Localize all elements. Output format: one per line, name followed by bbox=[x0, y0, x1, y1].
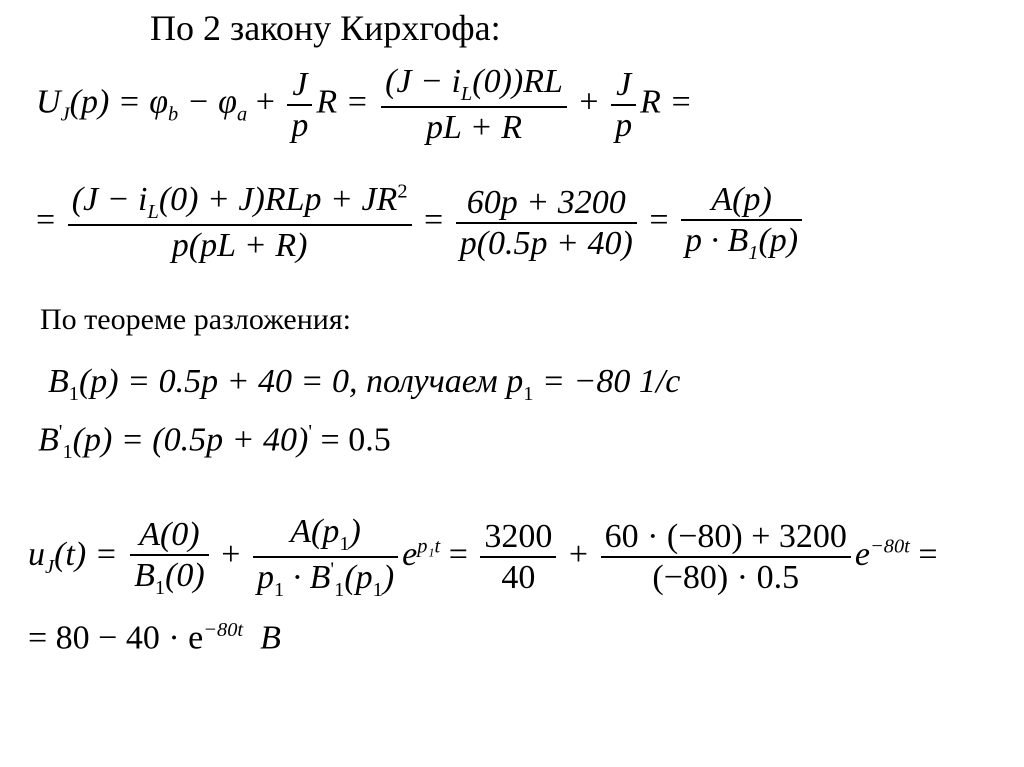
eq2-eq-mid2: = bbox=[649, 201, 669, 239]
eq1-phi-a: a bbox=[237, 103, 248, 126]
eq5-eq: = bbox=[448, 536, 468, 574]
eq1-frac3 bbox=[611, 65, 636, 145]
eq2-frac1-num-b: (0) + J)RLp + JR bbox=[158, 181, 398, 218]
eq5-lhs-arg: (t) = bbox=[54, 536, 118, 574]
eq4-b-sup: ' bbox=[58, 421, 63, 443]
eq1-frac1 bbox=[287, 65, 312, 145]
eq2-frac2 bbox=[456, 183, 637, 263]
eq4-prime: ' bbox=[308, 421, 313, 443]
eq5-frac4-den: (−80) · 0.5 bbox=[652, 559, 800, 597]
eq4-b: B bbox=[38, 421, 59, 459]
equation-6 bbox=[28, 620, 281, 655]
eq1-frac1-den: p bbox=[291, 106, 309, 144]
eq5-frac2-den-a: p bbox=[256, 559, 274, 597]
eq5-frac4 bbox=[601, 517, 851, 597]
eq3-rest: (p) = 0.5p + 40 = 0, bbox=[78, 363, 358, 400]
eq2-frac1 bbox=[68, 180, 412, 265]
eq2-eq-start: = bbox=[36, 201, 56, 239]
eq2-frac3-den-a: p · B bbox=[685, 222, 749, 260]
eq1-r1: R = bbox=[316, 83, 369, 121]
eq3-b-sub: 1 bbox=[68, 382, 79, 405]
eq3-word: получаем bbox=[357, 363, 507, 400]
eq1-lhs-sub: J bbox=[60, 103, 70, 126]
eq5-lhs: u bbox=[28, 536, 45, 574]
eq5-frac2-den-sub3: 1 bbox=[372, 579, 383, 602]
eq2-frac1-den: p(pL + R) bbox=[171, 227, 308, 265]
eq1-lhs: U bbox=[36, 83, 61, 121]
eq5-frac2-den-sup: ' bbox=[330, 558, 335, 581]
eq2-frac1-num-sup: 2 bbox=[397, 180, 408, 203]
eq2-frac3-num: A(p) bbox=[711, 181, 772, 218]
eq5-frac4-num: 60 · (−80) + 3200 bbox=[601, 517, 851, 558]
heading-kirchhoff: По 2 закону Кирхгофа: bbox=[150, 8, 501, 48]
eq5-frac1-den-a: B bbox=[134, 556, 155, 594]
eq1-frac3-den: p bbox=[615, 106, 633, 144]
eq1-frac2-num-a: (J − i bbox=[385, 63, 461, 100]
eq1-frac3-num: J bbox=[616, 65, 632, 103]
eq3-val: = −80 1/c bbox=[533, 363, 681, 400]
eq5-frac2-den-d: ) bbox=[382, 559, 395, 597]
eq6-start: = 80 − 40 · e bbox=[28, 619, 204, 657]
eq3-p-sub: 1 bbox=[523, 382, 534, 405]
eq5-plus2: + bbox=[568, 536, 589, 574]
eq1-frac2 bbox=[381, 62, 567, 147]
eq2-frac2-num: 60p + 3200 bbox=[466, 183, 626, 221]
eq5-frac2-num-sub: 1 bbox=[339, 532, 350, 555]
eq6-unit: B bbox=[243, 619, 281, 657]
eq5-frac3-num: 3200 bbox=[480, 517, 556, 558]
eq5-exp2-sup: −80t bbox=[870, 535, 910, 558]
equation-5 bbox=[28, 512, 938, 603]
equation-3 bbox=[48, 365, 680, 404]
eq1-frac2-den: pL + R bbox=[426, 109, 523, 147]
eq5-frac3-den: 40 bbox=[501, 559, 536, 597]
eq5-plus1: + bbox=[221, 536, 241, 574]
eq1-frac1-num: J bbox=[292, 65, 308, 103]
eq5-frac2-den-b: · B bbox=[284, 559, 331, 597]
eq1-plus1: + bbox=[247, 83, 275, 121]
eq2-frac3 bbox=[681, 180, 802, 265]
eq5-frac2-num-a: A(p bbox=[290, 513, 340, 550]
eq6-sup: −80t bbox=[203, 619, 244, 641]
eq5-exp-sup: p₁t bbox=[417, 535, 441, 558]
eq1-frac2-num-b: (0))RL bbox=[472, 63, 563, 100]
eq5-frac1 bbox=[130, 515, 209, 600]
eq3-p: p bbox=[506, 363, 524, 400]
eq2-frac3-den-b: (p) bbox=[758, 222, 799, 260]
eq5-frac1-den-b: (0) bbox=[165, 556, 205, 594]
eq5-frac2-den-c: (p bbox=[344, 559, 373, 597]
eq3-b: B bbox=[48, 363, 69, 400]
eq1-frac2-num-sub: L bbox=[460, 82, 473, 105]
equation-1 bbox=[36, 62, 692, 147]
eq2-eq-mid: = bbox=[424, 201, 444, 239]
equation-4 bbox=[38, 422, 391, 463]
eq2-frac1-num-sub: L bbox=[147, 200, 159, 223]
eq5-frac1-num: A(0) bbox=[139, 515, 200, 553]
eq5-frac3 bbox=[480, 517, 556, 597]
eq4-b-sub: 1 bbox=[62, 441, 73, 464]
heading-expansion-theorem: По теореме разложения: bbox=[40, 303, 351, 336]
eq5-frac2-den-sub2: 1 bbox=[334, 579, 345, 602]
eq5-frac1-den-sub: 1 bbox=[154, 576, 166, 599]
eq5-exp2-base: e bbox=[854, 536, 871, 574]
eq5-frac2-den-sub1: 1 bbox=[273, 579, 285, 602]
eq1-lhs-arg: (p) = φ bbox=[69, 83, 169, 121]
eq5-frac2-num-b: ) bbox=[349, 513, 361, 550]
eq1-minus-phi: − φ bbox=[178, 83, 237, 121]
eq5-exp-base: e bbox=[402, 536, 418, 574]
eq5-eq-end: = bbox=[918, 536, 938, 574]
eq5-lhs-sub: J bbox=[45, 555, 55, 578]
eq4-val: = 0.5 bbox=[312, 421, 391, 459]
eq2-frac1-num-a: (J − i bbox=[71, 181, 148, 218]
eq1-plus2: + bbox=[579, 83, 599, 121]
eq5-frac2 bbox=[253, 512, 398, 603]
eq2-frac3-den-sub: 1 bbox=[748, 241, 759, 264]
eq1-r2: R = bbox=[640, 83, 693, 121]
equation-2 bbox=[36, 180, 806, 265]
eq2-frac2-den: p(0.5p + 40) bbox=[459, 224, 633, 262]
eq4-rest: (p) = (0.5p + 40) bbox=[72, 421, 309, 459]
eq1-phi-b: b bbox=[168, 103, 179, 126]
